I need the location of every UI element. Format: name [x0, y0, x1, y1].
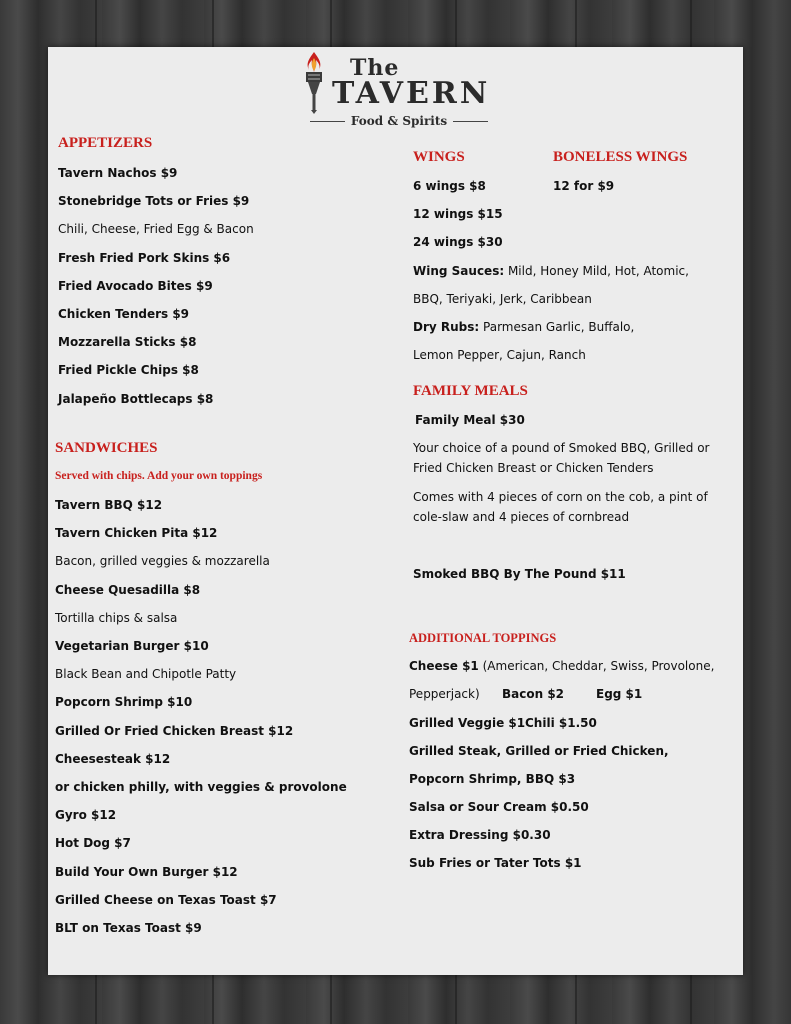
- list-item: Tavern Nachos $9: [58, 166, 178, 180]
- list-item: BLT on Texas Toast $9: [55, 921, 202, 935]
- dry-rubs-label: Dry Rubs:: [413, 320, 480, 334]
- list-item: Tortilla chips & salsa: [55, 610, 178, 625]
- smoked-bbq-item: Smoked BBQ By The Pound $11: [413, 567, 626, 581]
- list-item: Grilled Cheese on Texas Toast $7: [55, 892, 277, 907]
- list-item: or chicken philly, with veggies & provolone: [55, 780, 347, 794]
- topping-chili: Chili $1.50: [525, 716, 597, 730]
- topping-steak: Grilled Steak, Grilled or Fried Chicken,: [409, 744, 669, 758]
- list-item: Chicken Tenders $9: [58, 307, 190, 321]
- list-item: Black Bean and Chipotle Patty: [55, 667, 237, 682]
- list-item: Hot Dog $7: [55, 836, 131, 851]
- list-item: Mozzarella Sticks $8: [58, 335, 197, 350]
- list-item: Fresh Fried Pork Skins $6: [58, 250, 231, 265]
- logo-tagline: Food & Spirits: [350, 114, 448, 128]
- dry-rubs: [413, 320, 634, 334]
- list-item: 12 wings $15: [413, 207, 503, 221]
- list-item: Bacon, grilled veggies & mozzarella: [55, 554, 270, 569]
- list-item: Build Your Own Burger $12: [55, 864, 238, 879]
- topping-pepperjack: Pepperjack): [409, 687, 480, 701]
- toppings-heading: ADDITIONAL TOPPINGS: [409, 631, 557, 645]
- sandwiches-heading: SANDWICHES: [55, 440, 158, 456]
- topping-egg: Egg $1: [596, 687, 643, 701]
- topping-shrimp: Popcorn Shrimp, BBQ $3: [409, 772, 576, 786]
- boneless-wings-item: 12 for $9: [553, 179, 615, 193]
- list-item: Tavern BBQ $12: [55, 498, 163, 512]
- logo-tavern: TAVERN: [332, 76, 491, 111]
- list-item: 6 wings $8: [413, 179, 486, 193]
- list-item: 24 wings $30: [413, 235, 503, 249]
- family-meal-item: Family Meal $30: [415, 413, 525, 427]
- list-item: Popcorn Shrimp $10: [55, 695, 193, 710]
- list-item: Vegetarian Burger $10: [55, 639, 209, 653]
- list-item: Fried Pickle Chips $8: [58, 363, 199, 378]
- list-item: Tavern Chicken Pita $12: [55, 526, 218, 541]
- sandwiches-subheading: Served with chips. Add your own toppings: [55, 470, 263, 482]
- list-item: Chili, Cheese, Fried Egg & Bacon: [58, 222, 254, 237]
- list-item: Cheesesteak $12: [55, 751, 171, 766]
- wing-sauces: [413, 264, 689, 278]
- topping-cheese-label: Cheese $1: [409, 659, 479, 673]
- dry-rubs-line2: Lemon Pepper, Cajun, Ranch: [413, 348, 586, 362]
- tavern-logo: [300, 50, 500, 130]
- list-item: Cheese Quesadilla $8: [55, 582, 201, 597]
- topping-dressing: Extra Dressing $0.30: [409, 828, 551, 842]
- topping-sub-fries: Sub Fries or Tater Tots $1: [409, 856, 582, 870]
- torch-icon: [300, 50, 328, 114]
- list-item: Gyro $12: [55, 808, 117, 823]
- topping-veggie: Grilled Veggie $1: [409, 716, 526, 730]
- family-meal-includes: Comes with 4 pieces of corn on the cob, a pint of cole-slaw and 4 pieces of cornbread: [413, 490, 708, 524]
- topping-bacon: Bacon $2: [502, 687, 565, 701]
- family-meals-heading: FAMILY MEALS: [413, 383, 528, 399]
- wings-heading: WINGS: [413, 149, 465, 165]
- wing-sauces-line2: BBQ, Teriyaki, Jerk, Caribbean: [413, 292, 592, 306]
- topping-cheese-options: (American, Cheddar, Swiss, Provolone,: [478, 659, 715, 673]
- boneless-wings-heading: BONELESS WINGS: [553, 149, 688, 165]
- wing-sauces-label: Wing Sauces:: [413, 264, 505, 278]
- family-meal-choice: Your choice of a pound of Smoked BBQ, Grilled or Fried Chicken Breast or Chicken Tenders: [413, 441, 710, 475]
- topping-cheese: [409, 659, 714, 673]
- dry-rubs-line1: Parmesan Garlic, Buffalo,: [479, 320, 635, 334]
- list-item: Fried Avocado Bites $9: [58, 278, 213, 293]
- list-item: Stonebridge Tots or Fries $9: [58, 194, 250, 209]
- list-item: Jalapeño Bottlecaps $8: [58, 391, 214, 406]
- appetizers-heading: APPETIZERS: [58, 135, 153, 151]
- topping-salsa: Salsa or Sour Cream $0.50: [409, 800, 589, 814]
- logo-the: The: [350, 55, 400, 81]
- list-item: Grilled Or Fried Chicken Breast $12: [55, 723, 294, 738]
- wing-sauces-line1: Mild, Honey Mild, Hot, Atomic,: [504, 264, 689, 278]
